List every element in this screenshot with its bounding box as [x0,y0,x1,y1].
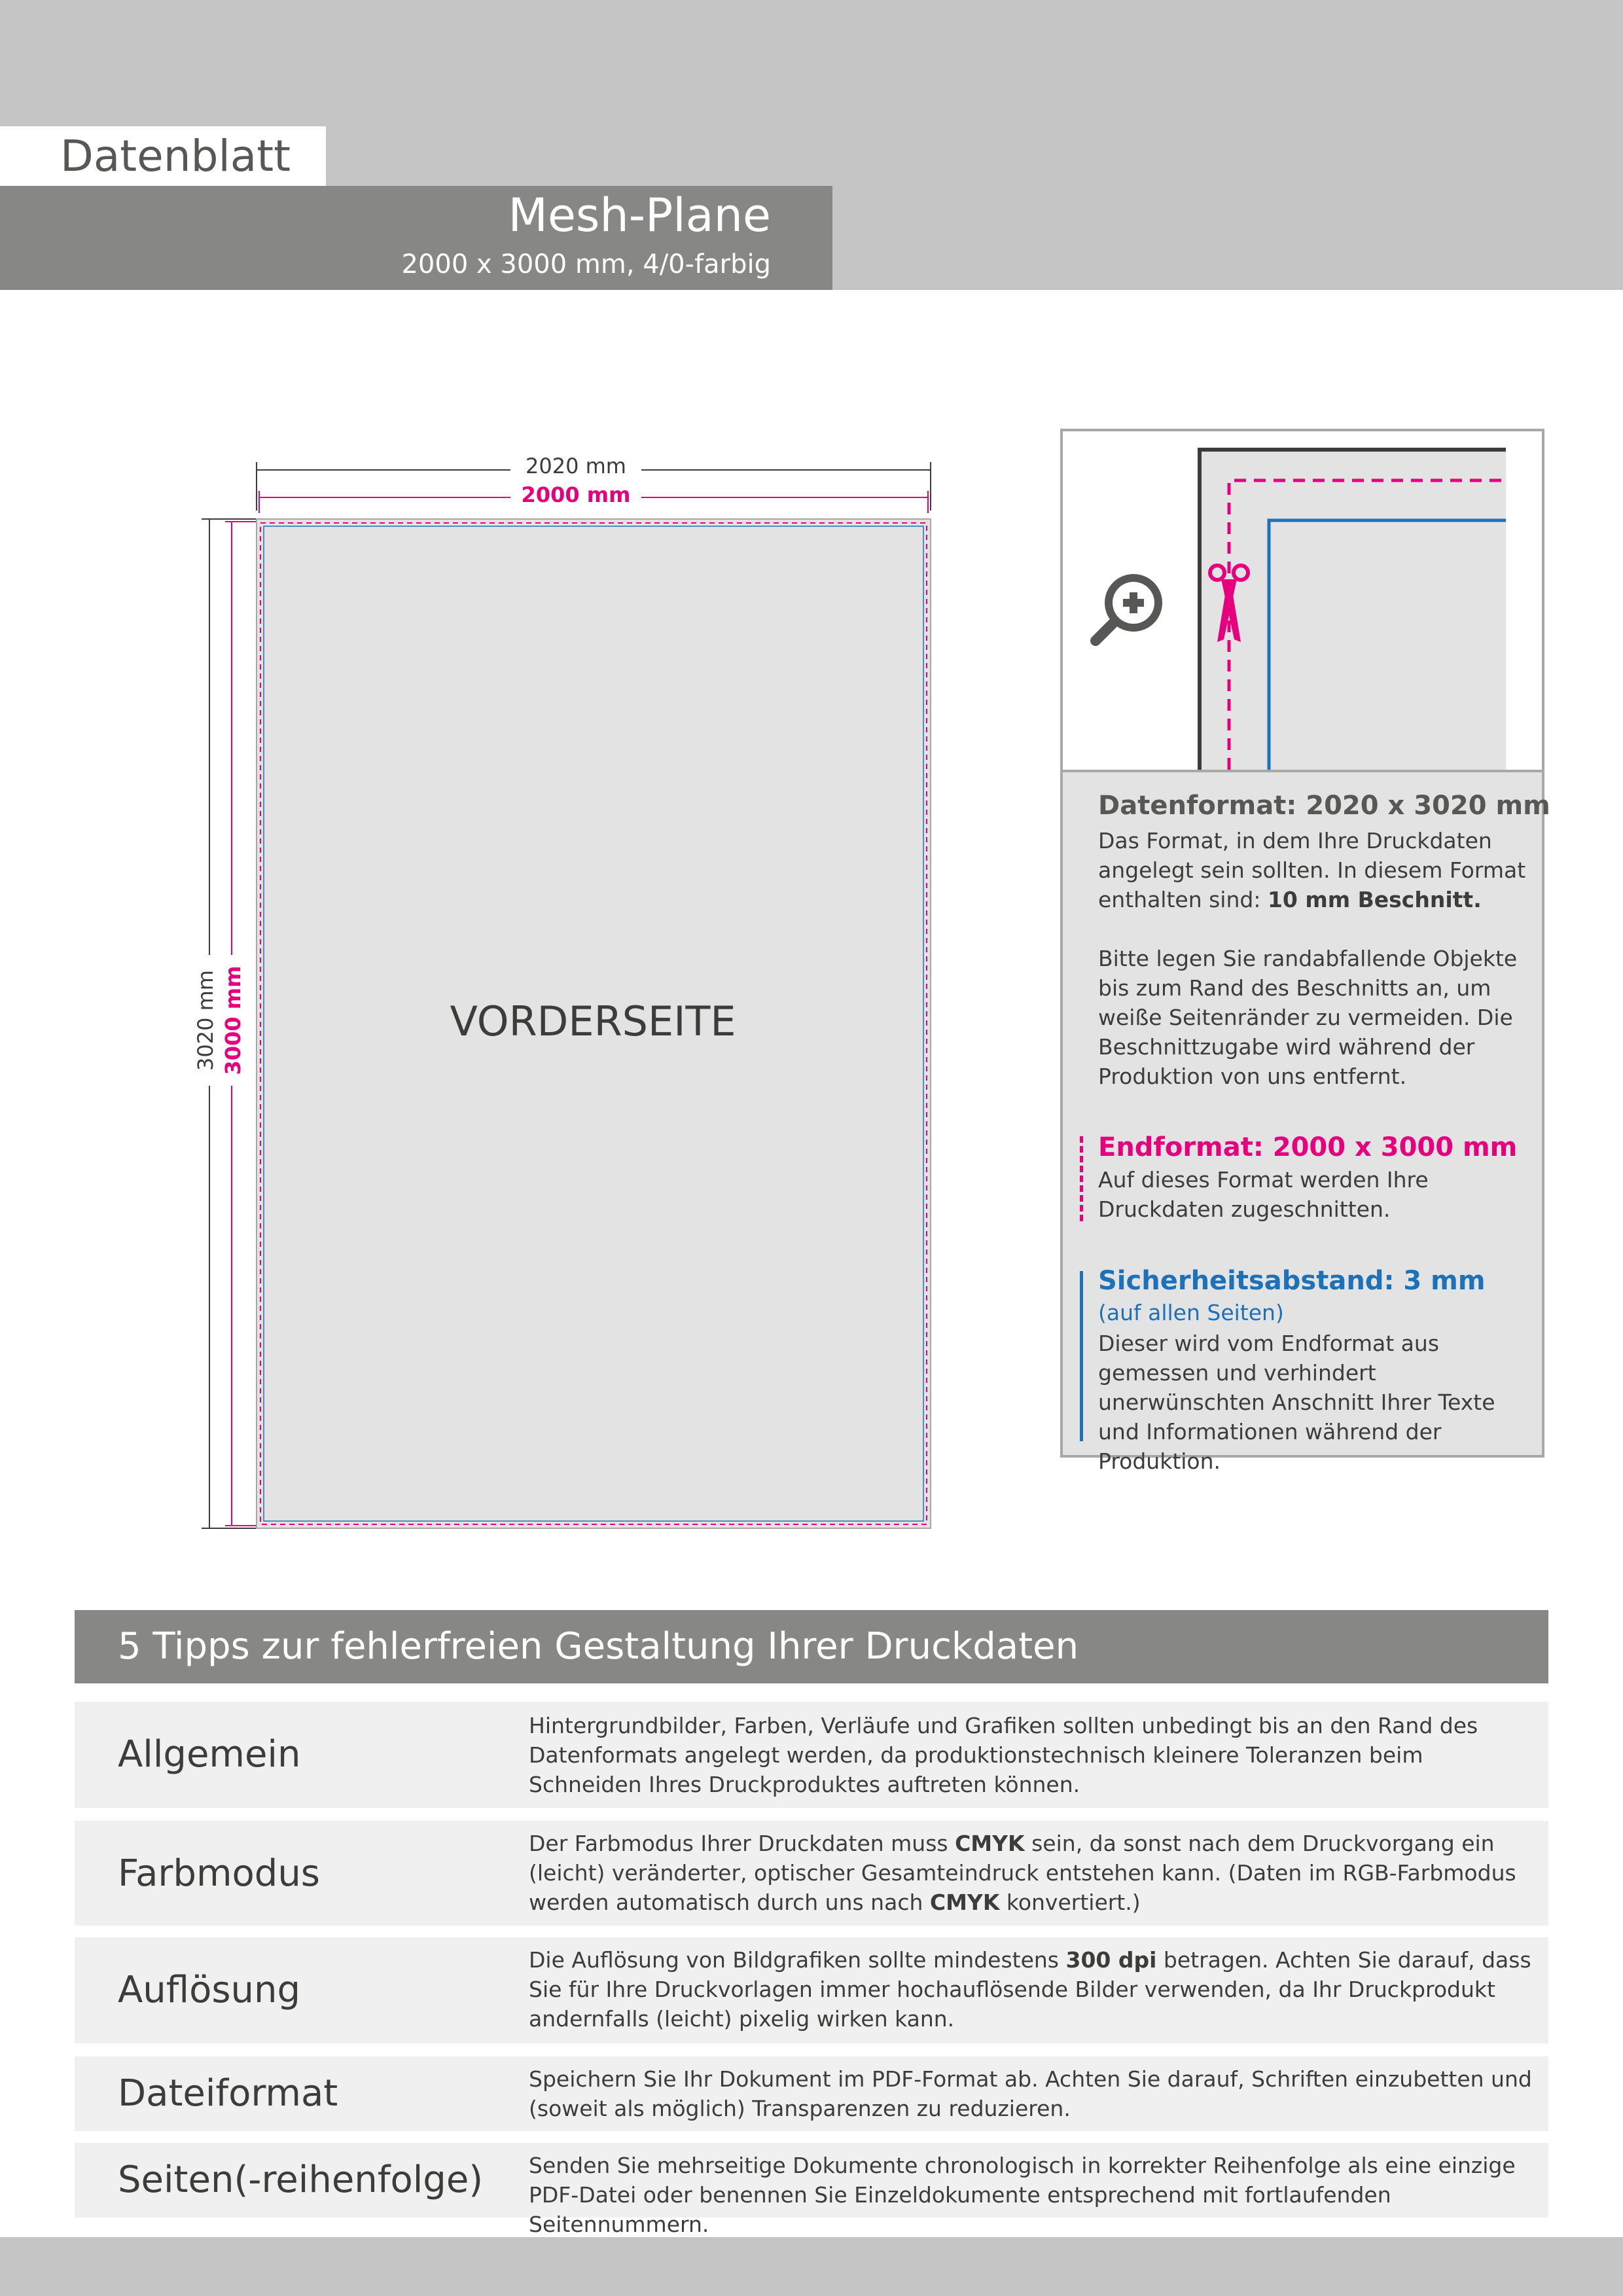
product-title: Mesh-Plane [508,188,771,242]
safety-marker [1080,1271,1083,1441]
tip-text: Speichern Sie Ihr Dokument im PDF-Format ab. Achten Sie darauf, Schriften einzubetten und (soweit als möglich) Transparenzen zu reduzieren. [529,2066,1532,2121]
height-inner-label: 3000 mm [221,955,245,1086]
tip-row-seitenreihenfolge [75,2143,1548,2237]
zoom-detail-graphic [1063,431,1542,770]
tip-label: Seiten(-reihenfolge) [118,2159,484,2201]
front-format-diagram [177,445,949,1545]
zoom-in-icon [1096,574,1162,641]
tip-row-dateiformat [75,2056,1548,2131]
tip-label: Auflösung [118,1969,301,2011]
tip-text: Hintergrundbilder, Farben, Verläufe und Grafiken sollten unbedingt bis an den Rand des Datenformats angelegt werden, da produktionstechnisch kleinere Toleranzen beim Schneiden Ihres Druckproduktes auftreten können. [529,1713,1478,1797]
safety-subtitle: (auf allen Seiten) [1098,1300,1284,1325]
product-subtitle: 2000 x 3000 mm, 4/0-farbig [401,249,771,279]
tip-label: Farbmodus [118,1852,320,1895]
tip-row-allgemein [75,1702,1548,1808]
height-outer-label: 3020 mm [193,955,218,1086]
datenformat-text-body: Das Format, in dem Ihre Druckdaten angelegt sein sollten. In diesem Format enthalten sind: [1098,828,1526,912]
datenformat-title: Datenformat: 2020 x 3020 mm [1098,791,1550,821]
footer-band [0,2237,1623,2296]
datenformat-text [1098,826,1530,914]
datenformat-bleed-value: 10 mm Beschnitt. [1267,887,1482,912]
tip-label: Allgemein [118,1733,301,1776]
endformat-text: Auf dieses Format werden Ihre Druckdaten zugeschnitten. [1098,1167,1429,1222]
endformat-title: Endformat: 2000 x 3000 mm [1098,1132,1518,1162]
tip-text: Senden Sie mehrseitige Dokumente chronologisch in korrekter Reihenfolge als eine einzige PDF-Datei oder benennen Sie Einzeldokumente entsprechend mit fortlaufenden Seitennummern. [529,2153,1516,2237]
safety-text: Dieser wird vom Endformat aus gemessen und verhindert unerwünschten Anschnitt Ihrer Texte und Informationen während der Produktion. [1098,1331,1495,1474]
front-side-label: VORDERSEITE [450,997,736,1045]
width-inner-label: 2000 mm [510,482,641,507]
tips-title: 5 Tipps zur fehlerfreien Gestaltung Ihrer Druckdaten [118,1625,1079,1668]
tip-label: Dateiformat [118,2072,338,2115]
tip-text: Die Auflösung von Bildgrafiken sollte mindestens 300 dpi betragen. Achten Sie darauf, dass Sie für Ihre Druckvorlagen immer hochauflösende Bilder verwenden, da Ihr Druckprodukt andernfalls (leicht) pixelig wirken kann. [529,1947,1531,2032]
width-outer-label: 2020 mm [510,454,641,478]
tip-row-farbmodus [75,1821,1548,1926]
datenformat-text-bleed-note: Bitte legen Sie randabfallende Objekte bis zum Rand des Beschnitts an, um weiße Seitenränder zu vermeiden. Die Beschnittzugabe wird während der Produktion von uns entfernt. [1098,946,1518,1089]
tip-row-aufloesung [75,1937,1548,2043]
endformat-marker [1080,1136,1083,1221]
tip-text: Der Farbmodus Ihrer Druckdaten muss CMYK sein, da sonst nach dem Druckvorgang ein (leicht) veränderter, optischer Gesamteindruck entstehen kann. (Daten im RGB-Farbmodus werden automatisch durch uns nach CMYK konvertiert.) [529,1831,1516,1915]
safety-title: Sicherheitsabstand: 3 mm [1098,1266,1486,1296]
datenblatt-label: Datenblatt [60,131,291,181]
